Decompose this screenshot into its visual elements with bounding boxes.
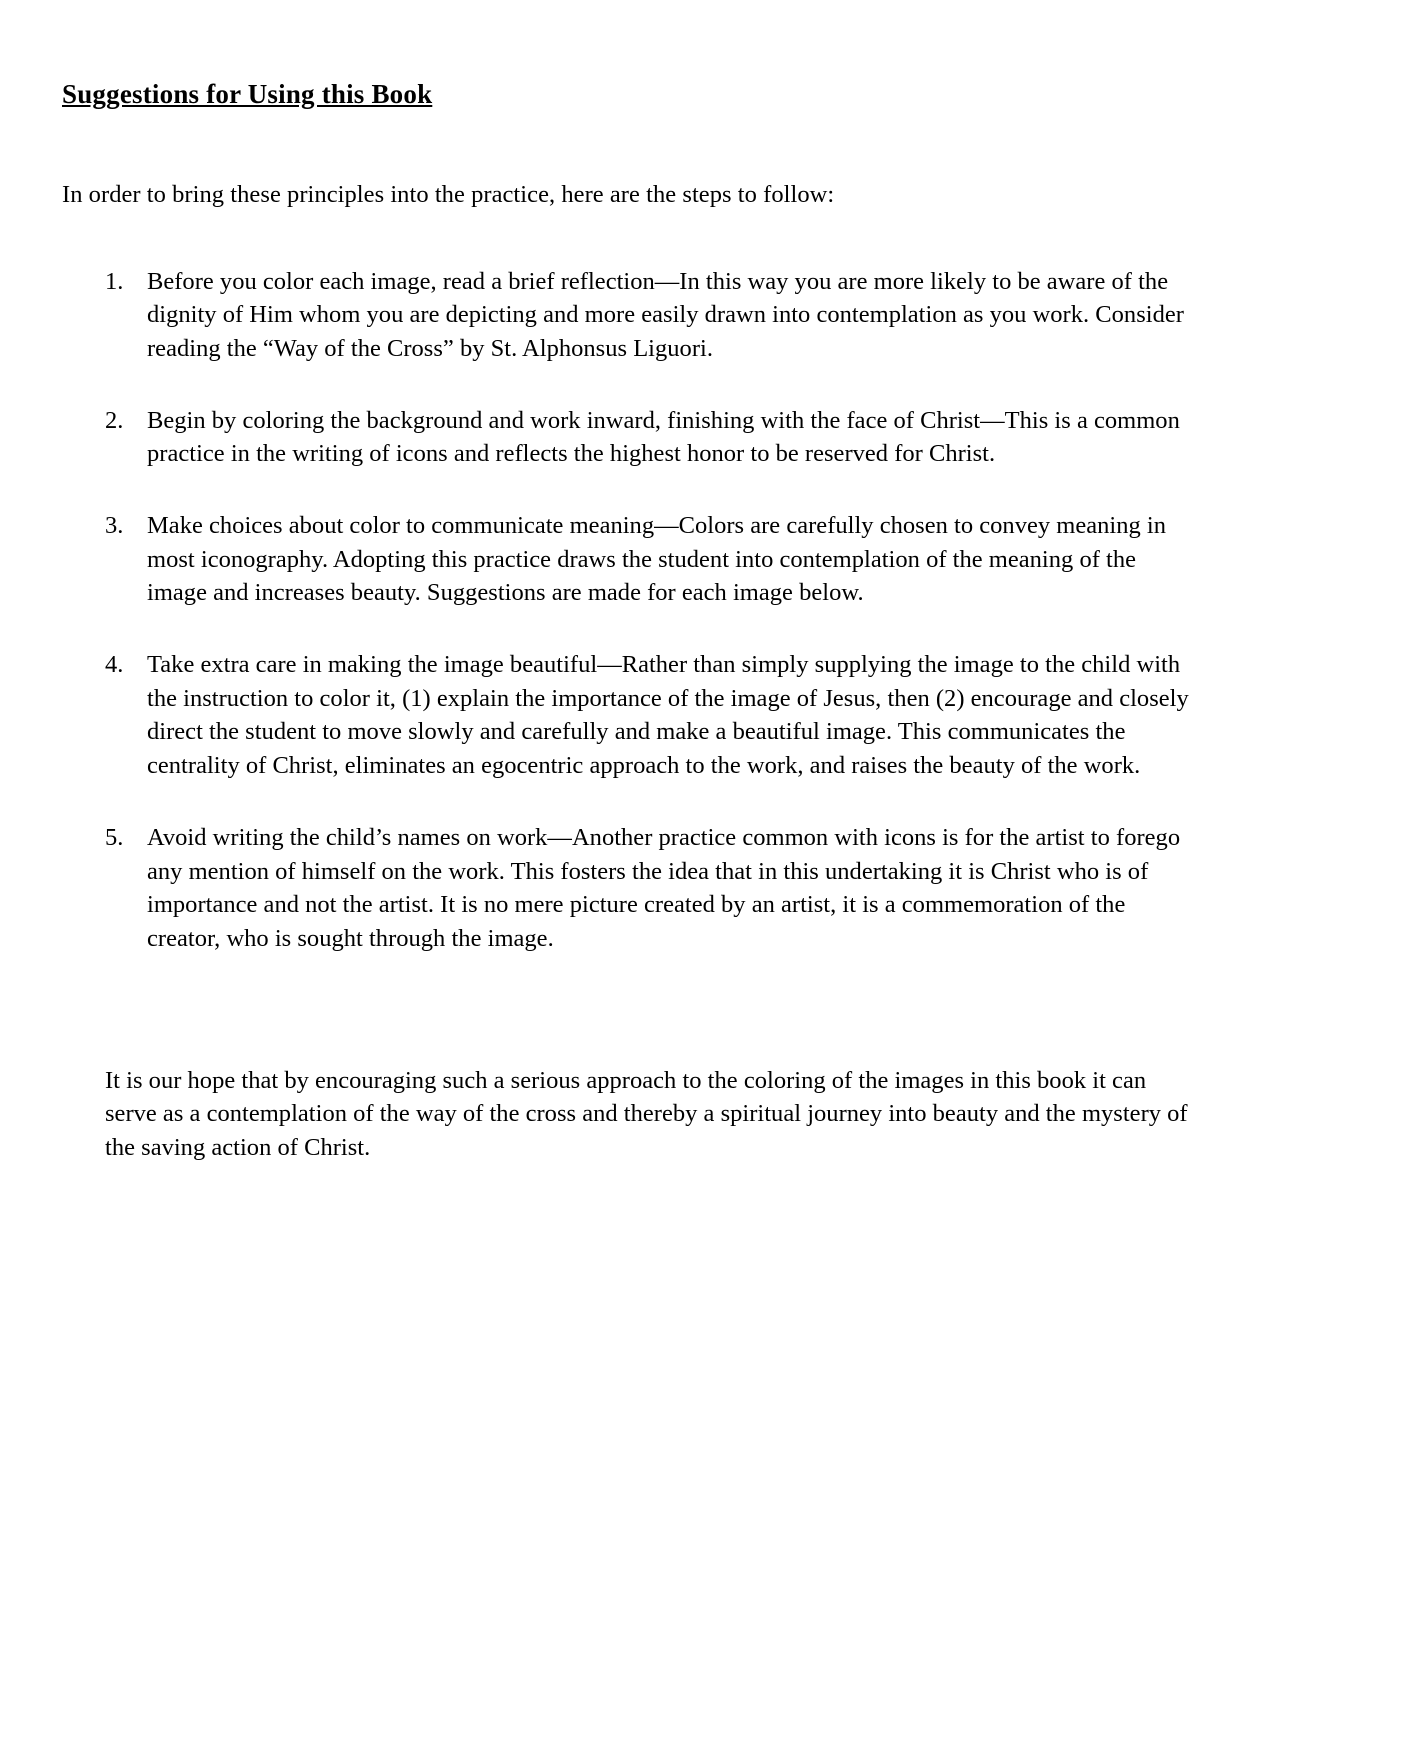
list-item-number: 4.	[105, 651, 124, 679]
intro-paragraph: In order to bring these principles into the practice, here are the steps to follow:	[62, 180, 835, 208]
steps-list	[62, 265, 1202, 956]
list-item	[62, 265, 1202, 366]
list-item-text: Make choices about color to communicate meaning—Colors are carefully chosen to convey meaning in most iconography. Adopting this practice draws the student into contemplation of the meaning of the image and increases beauty. Suggestions are made for each image below.	[147, 512, 1167, 607]
list-item	[62, 821, 1202, 956]
list-item	[62, 404, 1202, 471]
list-item	[62, 648, 1202, 783]
list-item-number: 2.	[105, 406, 124, 434]
list-item-text: Avoid writing the child’s names on work—Another practice common with icons is for the artist to forego any mention of himself on the work. This fosters the idea that in this undertaking it is Christ who is of importance and not the artist. It is no mere picture created by an artist, it is a commemoration of the creator, who is sought through the image.	[147, 823, 1181, 952]
list-item-text: Begin by coloring the background and work inward, finishing with the face of Christ—This is a common practice in the writing of icons and reflects the highest honor to be reserved for Christ.	[147, 406, 1180, 468]
closing-paragraph: It is our hope that by encouraging such a serious approach to the coloring of the images in this book it can serve as a contemplation of the way of the cross and thereby a spiritual journey into beauty and the mystery of the saving action of Christ.	[105, 1066, 1188, 1161]
list-item	[62, 509, 1202, 610]
page-title: Suggestions for Using this Book	[62, 79, 433, 109]
list-item-text: Take extra care in making the image beautiful—Rather than simply supplying the image to the child with the instruction to color it, (1) explain the importance of the image of Jesus, then (2) encourage and closely direct the student to move slowly and carefully and make a beautiful image. This communicates the centrality of Christ, eliminates an egocentric approach to the work, and raises the beauty of the work.	[147, 651, 1189, 780]
list-item-number: 1.	[105, 267, 124, 295]
list-item-number: 5.	[105, 823, 124, 851]
page-content	[62, 78, 1202, 1165]
list-item-text: Before you color each image, read a brief reflection—In this way you are more likely to be aware of the dignity of Him whom you are depicting and more easily drawn into contemplation as you work. Consider reading the “Way of the Cross” by St. Alphonsus Liguori.	[147, 267, 1184, 362]
list-item-number: 3.	[105, 512, 124, 540]
